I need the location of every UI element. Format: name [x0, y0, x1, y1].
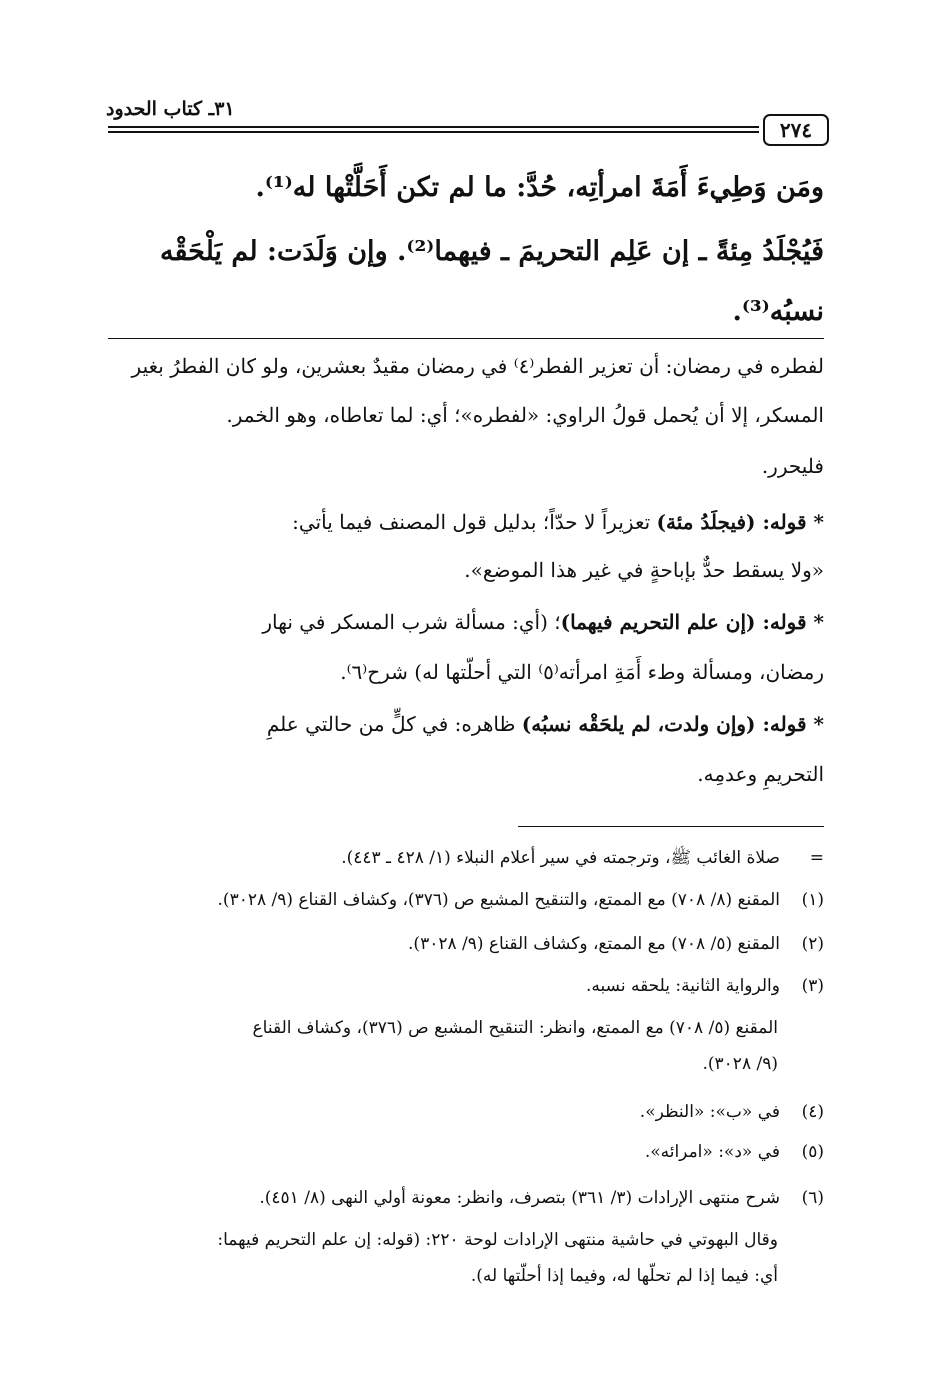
commentary-line: رمضان، ومسألة وطء أَمَةِ امرأته⁽٥⁾ التي أحلّتها له) شرح⁽٦⁾.	[340, 660, 824, 684]
commentary-line	[108, 508, 824, 536]
chapter-title: ٣١ـ كتاب الحدود	[106, 98, 235, 120]
commentary-text: تعزيراً لا حدّاً؛ بدليل قول المصنف فيما يأتي:	[292, 510, 657, 534]
footnote-text: في «ب»: «النظر».	[639, 1102, 780, 1122]
matn-line: ومَن وَطِيءَ أَمَةَ امرأتِه، حُدَّ: ما لم تكن أَحَلَّتْها له⁽¹⁾.	[255, 172, 824, 203]
footnote-number: (٢)	[801, 934, 824, 954]
footnote-number: =	[809, 848, 824, 868]
page-number: ٢٧٤	[763, 114, 829, 146]
footnote	[108, 974, 824, 998]
footnote-continuation: وقال البهوتي في حاشية منتهى الإرادات لوحة ٢٢٠: (قوله: إن علم التحريم فيهما:	[217, 1230, 778, 1250]
commentary-line	[108, 710, 824, 738]
footnote-number: (٦)	[801, 1188, 824, 1208]
footnote	[108, 888, 824, 912]
matn-line: فَيُجْلَدُ مِئةً ـ إن عَلِم التحريمَ ـ فيهما⁽²⁾. وإن وَلَدَت: لم يَلْحَقْه	[160, 236, 824, 267]
footnote	[108, 846, 824, 870]
commentary-text: ؛ (أي: مسألة شرب المسكر في نهار	[262, 610, 561, 634]
commentary-line: «ولا يسقط حدٌّ بإباحةٍ في غير هذا الموضع».	[464, 558, 824, 582]
commentary-line: فليحرر.	[761, 454, 824, 478]
header-rule	[108, 131, 759, 133]
footnote	[108, 932, 824, 956]
commentary-lead: * قوله: (إن علم التحريم فيهما)	[560, 610, 824, 634]
commentary-line	[108, 608, 824, 636]
commentary-line: المسكر، إلا أن يُحمل قولُ الراوي: «لفطره»؛ أي: لما تعاطاه، وهو الخمر.	[226, 403, 824, 427]
footnote-number: (٥)	[801, 1142, 824, 1162]
footnote-separator	[518, 826, 824, 827]
commentary-line: التحريمِ وعدمِه.	[697, 762, 824, 786]
commentary-lead: * قوله: (فيجلَدُ مئة)	[656, 510, 824, 534]
footnote-number: (٣)	[801, 976, 824, 996]
footnote	[108, 1140, 824, 1164]
commentary-line: لفطره في رمضان: أن تعزير الفطر⁽٤⁾ في رمضان مقيدٌ بعشرين، ولو كان الفطرُ بغير	[131, 354, 824, 378]
footnote-text: صلاة الغائب ﷺ، وترجمته في سير أعلام النبلاء (١/ ٤٢٨ ـ ٤٤٣).	[341, 848, 780, 868]
footnote-number: (٤)	[801, 1102, 824, 1122]
commentary-text: ظاهره: في كلٍّ من حالتي علمِ	[266, 712, 522, 736]
footnote-text: في «د»: «امرائه».	[644, 1142, 780, 1162]
footnote-text: شرح منتهى الإرادات (٣/ ٣٦١) بتصرف، وانظر: معونة أولي النهى (٨/ ٤٥١).	[259, 1188, 780, 1208]
footnote-text: والرواية الثانية: يلحقه نسبه.	[586, 976, 780, 996]
matn-line: نسبُه⁽³⁾.	[732, 296, 824, 327]
commentary-lead: * قوله: (وإن ولدت، لم يلحَقْه نسبُه)	[521, 712, 824, 736]
footnote-text: المقنع (٥/ ٧٠٨) مع الممتع، وكشاف القناع (٩/ ٣٠٢٨).	[408, 934, 780, 954]
footnote-continuation: المقنع (٥/ ٧٠٨) مع الممتع، وانظر: التنقيح المشبع ص (٣٧٦)، وكشاف القناع	[252, 1018, 778, 1038]
footnote-continuation: (٩/ ٣٠٢٨).	[702, 1054, 778, 1074]
footnote-number: (١)	[801, 890, 824, 910]
footnote	[108, 1100, 824, 1124]
matn-separator	[108, 338, 824, 339]
footnote	[108, 1186, 824, 1210]
header-rule	[108, 126, 759, 128]
footnote-text: المقنع (٨/ ٧٠٨) مع الممتع، والتنقيح المشبع ص (٣٧٦)، وكشاف القناع (٩/ ٣٠٢٨).	[217, 890, 780, 910]
footnote-continuation: أي: فيما إذا لم تحلّها له، وفيما إذا أحلّتها له).	[470, 1266, 778, 1286]
